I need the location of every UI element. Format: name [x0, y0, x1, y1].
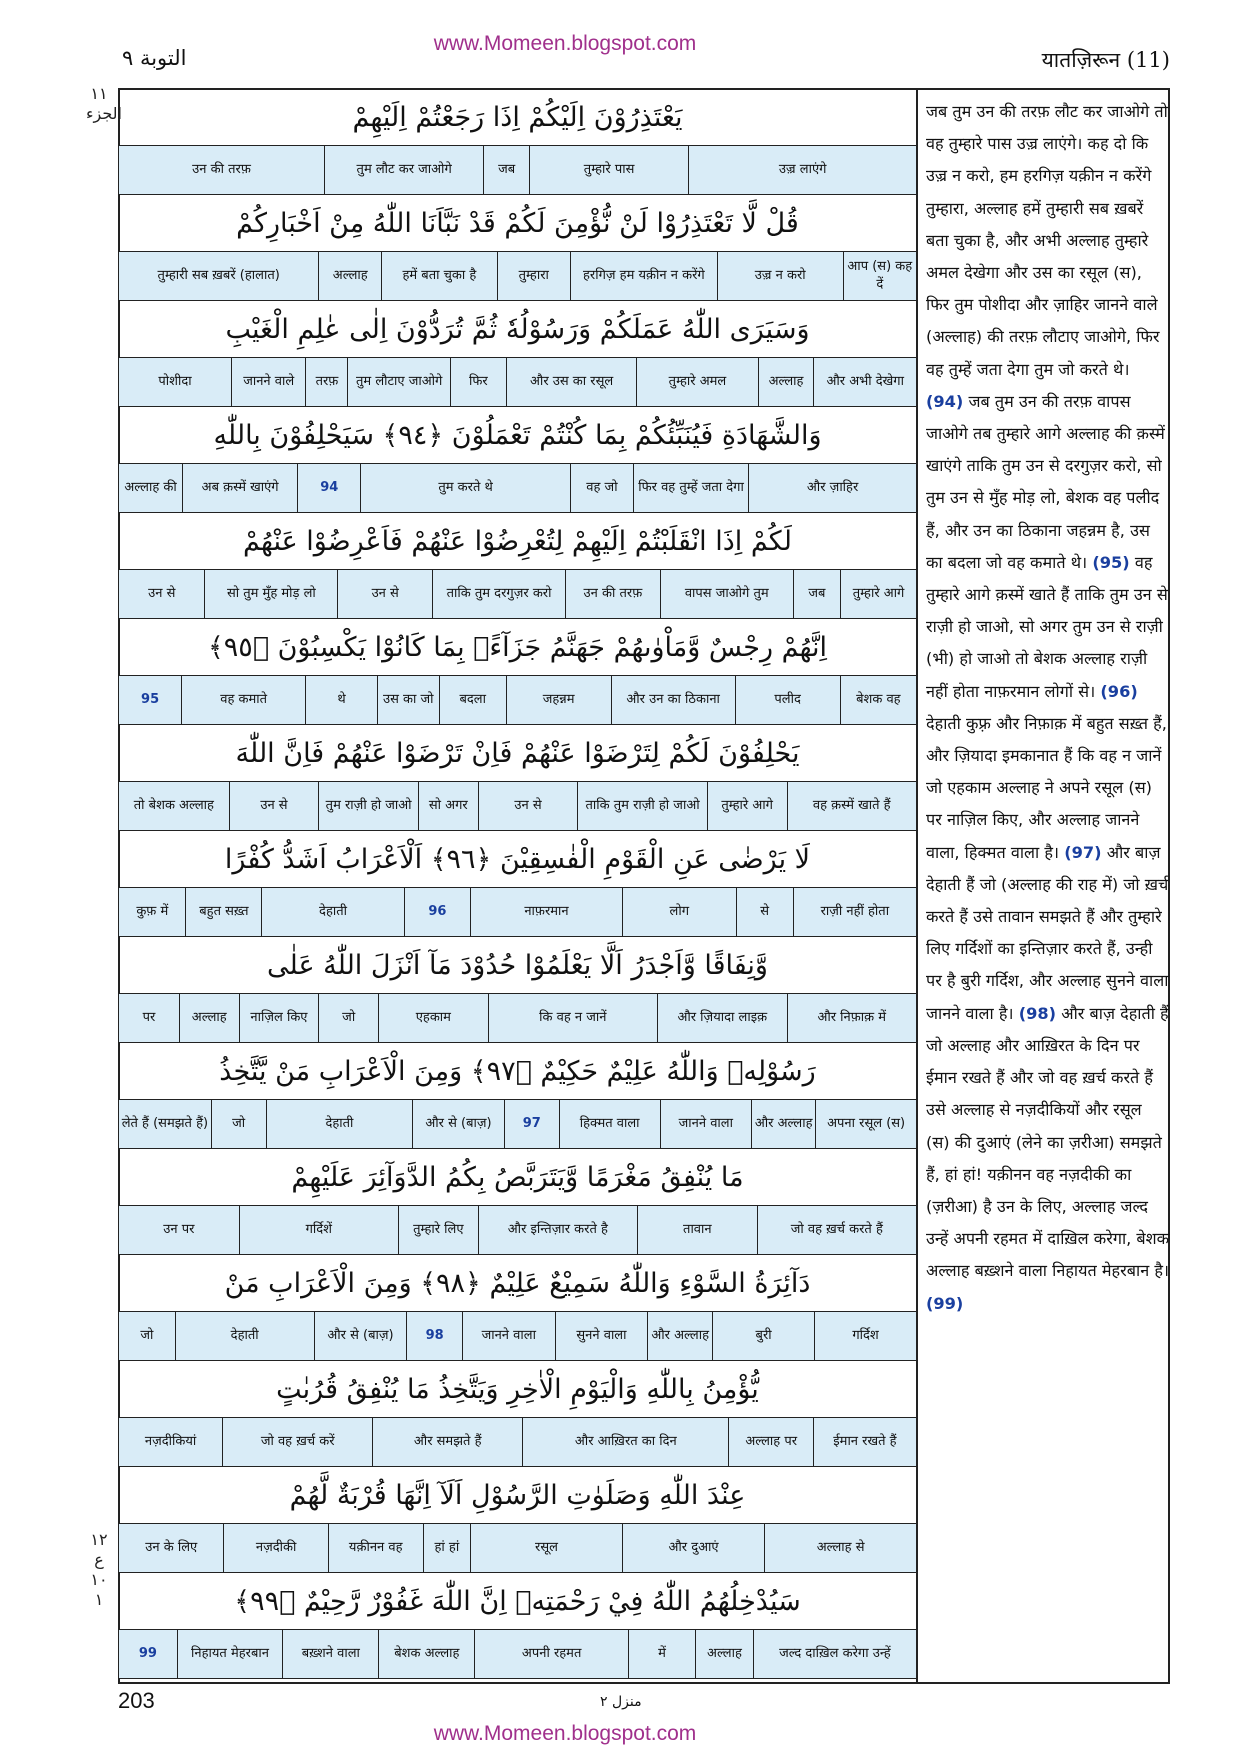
- word-meaning-cell: लेते हैं (समझते हैं): [121, 1116, 209, 1131]
- arabic-verse-line: مَا يُنْفِقُ مَغْرَمًا وَّيَتَرَبَّصُ بِكُمُ الدَّوَآئِرَ عَلَيْهِمْ: [291, 1162, 744, 1193]
- word-meaning-cell: जानने वाला: [462, 1312, 555, 1360]
- arabic-verse-line: وَالشَّهَادَةِ فَيُنَبِّئُكُمْ بِمَا كُنْتُمْ تَعْمَلُوْنَ ﴿٩٤﴾ سَيَحْلِفُوْنَ بِاللّٰهِ: [213, 420, 822, 451]
- word-meaning-cell: तुम्हारे अमल: [636, 358, 757, 406]
- verse-number-cell: 98: [406, 1312, 462, 1360]
- word-meaning-row: [119, 1417, 916, 1467]
- page-number: 203: [118, 1688, 155, 1713]
- arabic-verse-line: رَسُوْلِهٖ وَاللّٰهُ عَلِيْمٌ حَكِيْمٌ ﴿٩٧﴾ وَمِنَ الْاَعْرَابِ مَنْ يَّتَّخِذُ: [219, 1056, 816, 1087]
- word-meaning-row: [119, 781, 916, 831]
- arabic-verse-line: لَكُمْ اِذَا انْقَلَبْتُمْ اِلَيْهِمْ لِتُعْرِضُوْا عَنْهُمْ فَاَعْرِضُوْا عَنْهُمْ: [243, 526, 792, 557]
- word-meaning-cell: उन से: [337, 570, 432, 618]
- word-meaning-cell: तुम्हारे आगे: [707, 782, 787, 830]
- word-meaning-row: [119, 145, 916, 195]
- word-meaning-cell: बेशक वह: [840, 676, 916, 724]
- word-meaning-cell: और से (बाज़): [314, 1312, 407, 1360]
- word-meaning-cell: नज़दीकियां: [144, 1434, 197, 1449]
- translation-text: जब तुम उन की तरफ़ वापस जाओगे तब तुम्हारे आगे अल्लाह की क़स्में खाएंगे ताकि तुम उन से दरगुज़र करो, सो तुम उन से मुँह मोड़ लो, बेशक वह पलीद हैं, और उन का ठिकाना जहन्नम है, उस का बदला जो वह कमाते थे।: [926, 391, 1165, 572]
- verse-number-cell: 96: [404, 888, 470, 936]
- word-meaning-cell: फिर: [450, 358, 506, 406]
- word-meaning-cell: उन से: [229, 782, 319, 830]
- word-meaning-cell: देहाती: [175, 1312, 314, 1360]
- arabic-verse-line: عِنْدَ اللّٰهِ وَصَلَوٰتِ الرَّسُوْلِ اَلَآ اِنَّهَا قُرْبَةٌ لَّهُمْ: [289, 1480, 746, 1511]
- word-meaning-cell: वह कमाते: [181, 676, 305, 724]
- word-meaning-cell: अब क़स्में खाएंगे: [182, 464, 297, 512]
- word-meaning-cell: नाफ़रमान: [470, 888, 622, 936]
- word-meaning-cell: पलीद: [735, 676, 840, 724]
- word-meaning-cell: और उन का ठिकाना: [611, 676, 735, 724]
- word-meaning-cell: उन से: [148, 586, 176, 601]
- arabic-verse-line: اِنَّهُمْ رِجْسٌ وَّمَاْوٰىهُمْ جَهَنَّمُ جَزَآءًۢ بِمَا كَانُوْا يَكْسِبُوْنَ ﴿٩٥﴾: [207, 632, 828, 663]
- word-meaning-cell: तो बेशक अल्लाह: [133, 798, 214, 813]
- word-meaning-cell: जानने वाले: [231, 358, 306, 406]
- word-meaning-cell: जो: [211, 1100, 266, 1148]
- word-meaning-cell: जानने वाला: [660, 1100, 752, 1148]
- word-meaning-cell: बेशक अल्लाह: [378, 1630, 474, 1678]
- verse-number-cell: 99: [138, 1646, 157, 1661]
- word-meaning-cell: एहकाम: [378, 994, 488, 1042]
- translation-text: जब तुम उन की तरफ़ लौट कर जाओगे तो वह तुम्हारे पास उज़्र लाएंगे। कह दो कि उज़्र न करो, हम हरगिज़ यक़ीन न करेंगे तुम्हारा, अल्लाह हमें तुम्हारी सब ख़बरें बता चुका है, और अभी अल्लाह तुम्हारे अमल देखेगा और उस का रसूल (स), फिर तुम पोशीदा और ज़ाहिर जानने वाले (अल्लाह) की तरफ़ लौटाए जाओगे, फिर वह तुम्हें जता देगा तुम जो करते थे।: [926, 102, 1168, 379]
- side-mark-juz: ١١ الجزء: [86, 84, 122, 123]
- word-meaning-cell: और आख़िरत का दिन: [522, 1418, 728, 1466]
- arabic-verse-line: يَحْلِفُوْنَ لَكُمْ لِتَرْضَوْا عَنْهُمْ فَاِنْ تَرْضَوْا عَنْهُمْ فَاِنَّ اللّٰهَ: [235, 738, 800, 769]
- manzil-label: منزل ٢: [600, 1694, 642, 1710]
- word-meaning-cell: जो: [140, 1328, 154, 1343]
- word-meaning-cell: यक़ीनन वह: [328, 1524, 423, 1572]
- word-meaning-cell: अल्लाह: [318, 252, 381, 300]
- column-divider: [916, 89, 918, 1683]
- word-meaning-cell: तरफ़: [305, 358, 347, 406]
- word-meaning-row: [119, 675, 916, 725]
- word-meaning-cell: उन पर: [163, 1222, 195, 1237]
- verse-number-cell: 97: [504, 1100, 559, 1148]
- arabic-verse-line: قُلْ لَّا تَعْتَذِرُوْا لَنْ نُّؤْمِنَ لَكُمْ قَدْ نَبَّاَنَا اللّٰهُ مِنْ اَخْبَارِكُمْ: [236, 208, 799, 239]
- word-meaning-cell: अपनी रहमत: [474, 1630, 628, 1678]
- verse-number-cell: 94: [297, 464, 360, 512]
- verse-number: (98): [1018, 1003, 1057, 1023]
- word-meaning-cell: गर्दिशें: [239, 1206, 398, 1254]
- word-meaning-cell: सो अगर: [418, 782, 478, 830]
- word-meaning-cell: तुम लौटाए जाओगे: [347, 358, 450, 406]
- word-meaning-cell: गर्दिश: [814, 1312, 916, 1360]
- word-meaning-cell: वह जो: [570, 464, 633, 512]
- word-meaning-cell: और समझते हैं: [372, 1418, 522, 1466]
- arabic-verse-line: يَعْتَذِرُوْنَ اِلَيْكُمْ اِذَا رَجَعْتُمْ اِلَيْهِمْ: [352, 102, 683, 133]
- word-meaning-cell: बहुत सख़्त: [185, 888, 261, 936]
- word-meaning-cell: और अल्लाह: [647, 1312, 712, 1360]
- word-meaning-cell: बख़्शने वाला: [282, 1630, 378, 1678]
- word-meaning-cell: उन के लिए: [145, 1540, 198, 1555]
- word-meaning-cell: ईमान रखते हैं: [813, 1418, 916, 1466]
- word-meaning-cell: से: [736, 888, 793, 936]
- word-meaning-cell: जो वह ख़र्च करें: [222, 1418, 372, 1466]
- word-meaning-cell: तुम्हारा: [497, 252, 570, 300]
- word-meaning-cell: उन की तरफ़: [565, 570, 660, 618]
- word-meaning-cell: पोशीदा: [158, 374, 192, 389]
- translation-column: [926, 96, 1170, 1320]
- word-meaning-cell: पर: [142, 1010, 156, 1025]
- word-meaning-cell: जब: [793, 570, 840, 618]
- word-meaning-row: [119, 463, 916, 513]
- word-meaning-cell: जो: [318, 994, 378, 1042]
- verse-number: (95): [1092, 552, 1130, 572]
- word-meaning-cell: नाज़िल किए: [239, 994, 319, 1042]
- word-meaning-cell: और उस का रसूल: [506, 358, 637, 406]
- word-meaning-cell: अपना रसूल (स): [815, 1100, 916, 1148]
- word-meaning-cell: अल्लाह: [695, 1630, 753, 1678]
- word-meaning-cell: जब: [483, 146, 529, 194]
- word-meaning-cell: सो तुम मुँह मोड़ लो: [204, 570, 337, 618]
- word-meaning-cell: तुम्हारे आगे: [840, 570, 916, 618]
- word-meaning-cell: आप (स) कह दें: [843, 252, 916, 300]
- word-meaning-cell: कुफ़ में: [136, 904, 169, 919]
- translation-text: और बाज़ देहाती हैं जो (अल्लाह की राह में) जो ख़र्च करते हैं उसे तावान समझते हैं और तुम्हारे लिए गर्दिशों का इन्तिज़ार करते हैं, उन्ही पर है बुरी गर्दिश, और अल्लाह सुनने वाला जानने वाला है।: [926, 842, 1169, 1023]
- word-meaning-cell: और ज़ियादा लाइक़: [657, 994, 787, 1042]
- word-meaning-cell: राज़ी नहीं होता: [793, 888, 916, 936]
- word-meaning-row: [119, 1099, 916, 1149]
- word-meaning-row: [119, 251, 916, 301]
- word-meaning-cell: देहाती: [266, 1100, 413, 1148]
- word-meaning-cell: थे: [305, 676, 377, 724]
- word-meaning-cell: सुनने वाला: [555, 1312, 648, 1360]
- word-meaning-row: [119, 887, 916, 937]
- side-mark-ruku: ١٢ ع ١٠ ١: [90, 1530, 108, 1609]
- word-meaning-cell: और दुआएं: [622, 1524, 764, 1572]
- watermark-bottom: www.Momeen.blogspot.com: [433, 1722, 697, 1745]
- arabic-verse-line: وَّنِفَاقًا وَّاَجْدَرُ اَلَّا يَعْلَمُوْا حُدُوْدَ مَآ اَنْزَلَ اللّٰهُ عَلٰى: [267, 950, 768, 981]
- arabic-verse-line: وَسَيَرَى اللّٰهُ عَمَلَكُمْ وَرَسُوْلُهٗ ثُمَّ تُرَدُّوْنَ اِلٰى عٰلِمِ الْغَيْبِ: [225, 314, 810, 345]
- word-meaning-cell: तुम्हारे लिए: [398, 1206, 478, 1254]
- word-meaning-cell: तुम लौट कर जाओगे: [324, 146, 483, 194]
- verse-number: (94): [926, 391, 964, 411]
- arabic-verse-line: لَا يَرْضٰى عَنِ الْقَوْمِ الْفٰسِقِيْنَ ﴿٩٦﴾ اَلْاَعْرَابُ اَشَدُّ كُفْرًا: [224, 844, 811, 875]
- word-meaning-cell: ताकि तुम दरगुज़र करो: [432, 570, 565, 618]
- word-meaning-cell: उज़्र न करो: [717, 252, 843, 300]
- word-meaning-cell: जहन्नम: [506, 676, 611, 724]
- word-meaning-cell: और अल्लाह: [751, 1100, 815, 1148]
- word-meaning-cell: वापस जाओगे तुम: [660, 570, 793, 618]
- word-meaning-cell: अल्लाह से: [764, 1524, 916, 1572]
- word-meaning-row: [119, 1629, 916, 1679]
- watermark-top: www.Momeen.blogspot.com: [433, 32, 697, 55]
- word-meaning-cell: उस का जो: [377, 676, 439, 724]
- verse-number: (99): [926, 1293, 964, 1313]
- word-meaning-cell: हरगिज़ हम यक़ीन न करेंगे: [570, 252, 717, 300]
- word-meaning-cell: उन से: [478, 782, 578, 830]
- word-meaning-cell: अल्लाह की: [124, 480, 177, 495]
- verse-number-cell: 95: [141, 692, 160, 707]
- verse-number: (96): [1100, 681, 1138, 701]
- word-meaning-cell: बदला: [439, 676, 506, 724]
- arabic-verse-line: سَيُدْخِلُهُمُ اللّٰهُ فِيْ رَحْمَتِهٖ اِنَّ اللّٰهَ غَفُوْرٌ رَّحِيْمٌ ﴿٩٩﴾: [234, 1586, 801, 1617]
- word-meaning-cell: बुरी: [712, 1312, 814, 1360]
- word-meaning-row: [119, 569, 916, 619]
- juz-header: यातज़िरून (11): [1041, 48, 1170, 72]
- surah-header: التوبة ٩: [122, 46, 187, 70]
- word-meaning-row: [119, 993, 916, 1043]
- word-meaning-cell: ताकि तुम राज़ी हो जाओ: [577, 782, 707, 830]
- word-meaning-cell: तुम राज़ी हो जाओ: [318, 782, 418, 830]
- word-meaning-cell: फिर वह तुम्हें जता देगा: [633, 464, 748, 512]
- word-meaning-cell: लोग: [622, 888, 736, 936]
- word-meaning-cell: तुम करते थे: [360, 464, 570, 512]
- word-meaning-cell: तुम्हारी सब ख़बरें (हालात): [157, 268, 280, 283]
- word-meaning-cell: देहाती: [261, 888, 403, 936]
- translation-text: और बाज़ देहाती हैं जो अल्लाह और आख़िरत के दिन पर ईमान रखते हैं और जो वह ख़र्च करते हैं उसे अल्लाह से नज़दीकियों और रसूल (स) की दुआएं (लेने का ज़रीआ) समझते हैं, हां हां! यक़ीनन वह नज़दीकी का (ज़रीआ) है उन के लिए, अल्लाह जल्द उन्हें अपनी रहमत में दाख़िल करेगा, बेशक अल्लाह बख़्शने वाला निहायत मेहरबान है।: [926, 1003, 1170, 1281]
- word-meaning-cell: निहायत मेहरबान: [177, 1630, 283, 1678]
- word-meaning-cell: और अभी देखेगा: [813, 358, 916, 406]
- word-meaning-cell: जल्द दाख़िल करेगा उन्हें: [753, 1630, 916, 1678]
- word-meaning-row: [119, 357, 916, 407]
- word-meaning-cell: उज़्र लाएंगे: [688, 146, 916, 194]
- word-meaning-cell: हिक्मत वाला: [559, 1100, 660, 1148]
- arabic-verse-line: دَآئِرَةُ السَّوْءِ وَاللّٰهُ سَمِيْعٌ عَلِيْمٌ ﴿٩٨﴾ وَمِنَ الْاَعْرَابِ مَنْ: [224, 1268, 811, 1299]
- word-meaning-row: [119, 1205, 916, 1255]
- word-meaning-cell: तुम्हारे पास: [529, 146, 688, 194]
- word-meaning-cell: हां हां: [423, 1524, 470, 1572]
- word-meaning-cell: और निफ़ाक़ में: [787, 994, 917, 1042]
- arabic-verse-line: يُّؤْمِنُ بِاللّٰهِ وَالْيَوْمِ الْاٰخِرِ وَيَتَّخِذُ مَا يُنْفِقُ قُرُبٰتٍ: [276, 1374, 759, 1405]
- word-meaning-cell: वह क़स्में खाते हैं: [787, 782, 917, 830]
- verse-number: (97): [1064, 842, 1102, 862]
- word-meaning-row: [119, 1523, 916, 1573]
- translation-text: देहाती कुफ़्र और निफ़ाक़ में बहुत सख़्त हैं, और ज़ियादा इमकानात हैं कि वह न जानें जो एहकाम अल्लाह ने अपने रसूल (स) पर नाज़िल किए, और अल्लाह जानने वाला, हिक्मत वाला है।: [926, 713, 1167, 862]
- word-meaning-cell: हमें बता चुका है: [381, 252, 496, 300]
- word-meaning-cell: जो वह ख़र्च करते हैं: [757, 1206, 916, 1254]
- word-meaning-cell: कि वह न जानें: [488, 994, 657, 1042]
- word-meaning-cell: अल्लाह: [179, 994, 239, 1042]
- word-meaning-cell: अल्लाह पर: [728, 1418, 812, 1466]
- word-meaning-cell: तावान: [637, 1206, 757, 1254]
- word-meaning-cell: रसूल: [470, 1524, 622, 1572]
- word-meaning-cell: उन की तरफ़: [192, 162, 251, 177]
- word-meaning-cell: में: [628, 1630, 695, 1678]
- word-meaning-cell: और ज़ाहिर: [748, 464, 916, 512]
- word-meaning-row: [119, 1311, 916, 1361]
- quran-column: [119, 89, 916, 1683]
- word-meaning-cell: और इन्तिज़ार करते है: [478, 1206, 637, 1254]
- word-meaning-cell: नज़दीकी: [223, 1524, 327, 1572]
- translation-text: वह तुम्हारे आगे क़स्में खाते हैं ताकि तुम उन से राज़ी हो जाओ, सो अगर तुम उन से राज़ी (भी) हो जाओ तो बेशक अल्लाह राज़ी नहीं होता नाफ़रमान लोगों से।: [926, 552, 1168, 701]
- word-meaning-cell: अल्लाह: [758, 358, 814, 406]
- word-meaning-cell: और से (बाज़): [412, 1100, 504, 1148]
